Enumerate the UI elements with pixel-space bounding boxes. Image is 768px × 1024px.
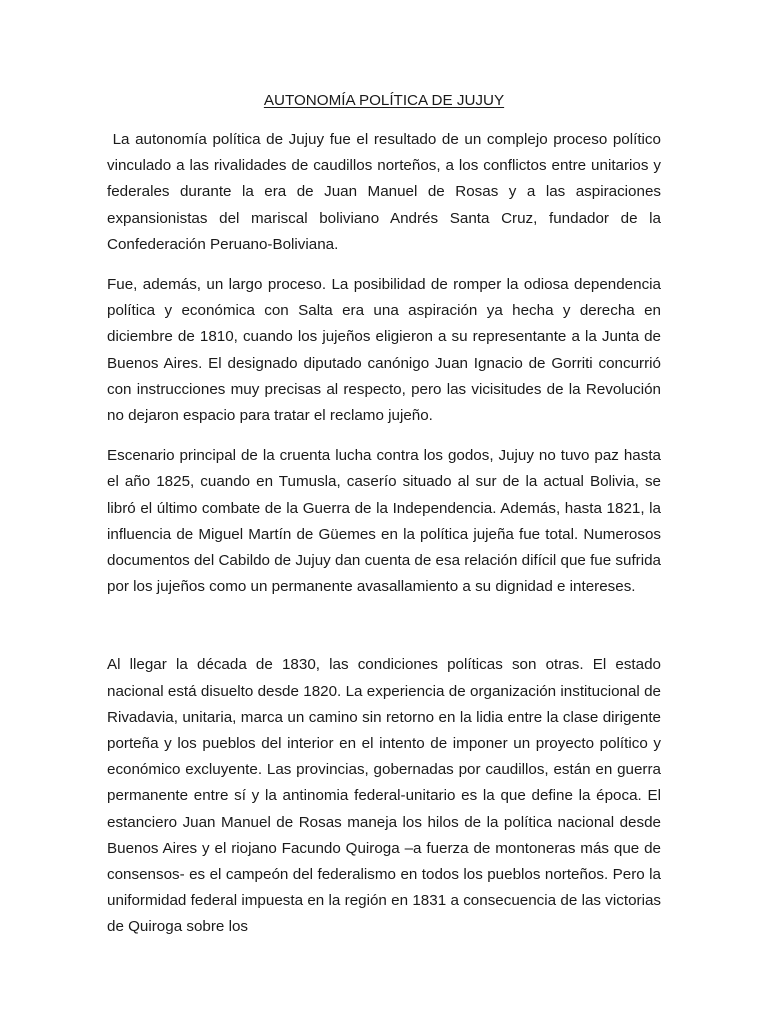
paragraph-4: Al llegar la década de 1830, las condiciones políticas son otras. El estado nacional está disuelto desde 1820. La experiencia de organización institucional de Rivadavia, unitaria, marca un camino sin retorno en la lidia entre la clase dirigente porteña y los pueblos del interior en el intento de imponer un proyecto político y económico excluyente. Las provincias, gobernadas por caudillos, están en guerra permanente entre sí y la antinomia federal-unitario es la que define la época. El estanciero Juan Manuel de Rosas maneja los hilos de la política nacional desde Buenos Aires y el riojano Facundo Quiroga –a fuerza de montoneras más que de consensos- es el campeón del federalismo en todos los pueblos norteños. Pero la uniformidad federal impuesta en la región en 1831 a consecuencia de las victorias de Quiroga sobre los bbox=[107, 656, 661, 936]
paragraph-3: Escenario principal de la cruenta lucha contra los godos, Jujuy no tuvo paz hasta el año 1825, cuando en Tumusla, caserío situado al sur de la actual Bolivia, se libró el último combate de la Guerra de la Independencia. Además, hasta 1821, la influencia de Miguel Martín de Güemes en la política jujeña fue total. Numerosos documentos del Cabildo de Jujuy dan cuenta de esa relación difícil que fue sufrida por los jujeños como un permanente avasallamiento a su dignidad e intereses. bbox=[107, 447, 661, 596]
paragraph-spacer bbox=[107, 614, 661, 652]
paragraph-2: Fue, además, un largo proceso. La posibilidad de romper la odiosa dependencia política y económica con Salta era una aspiración ya hecha y derecha en diciembre de 1810, cuando los jujeños eligieron a su representante a la Junta de Buenos Aires. El designado diputado canónigo Juan Ignacio de Gorriti concurrió con instrucciones muy precisas al respecto, pero las vicisitudes de la Revolución no dejaron espacio para tratar el reclamo jujeño. bbox=[107, 276, 661, 425]
paragraph-1: La autonomía política de Jujuy fue el resultado de un complejo proceso político vinculado a las rivalidades de caudillos norteños, a los conflictos entre unitarios y federales durante la era de Juan Manuel de Rosas y a las aspiraciones expansionistas del mariscal boliviano Andrés Santa Cruz, fundador de la Confederación Peruano-Boliviana. bbox=[107, 131, 661, 253]
document-title: AUTONOMÍA POLÍTICA DE JUJUY bbox=[263, 92, 505, 109]
